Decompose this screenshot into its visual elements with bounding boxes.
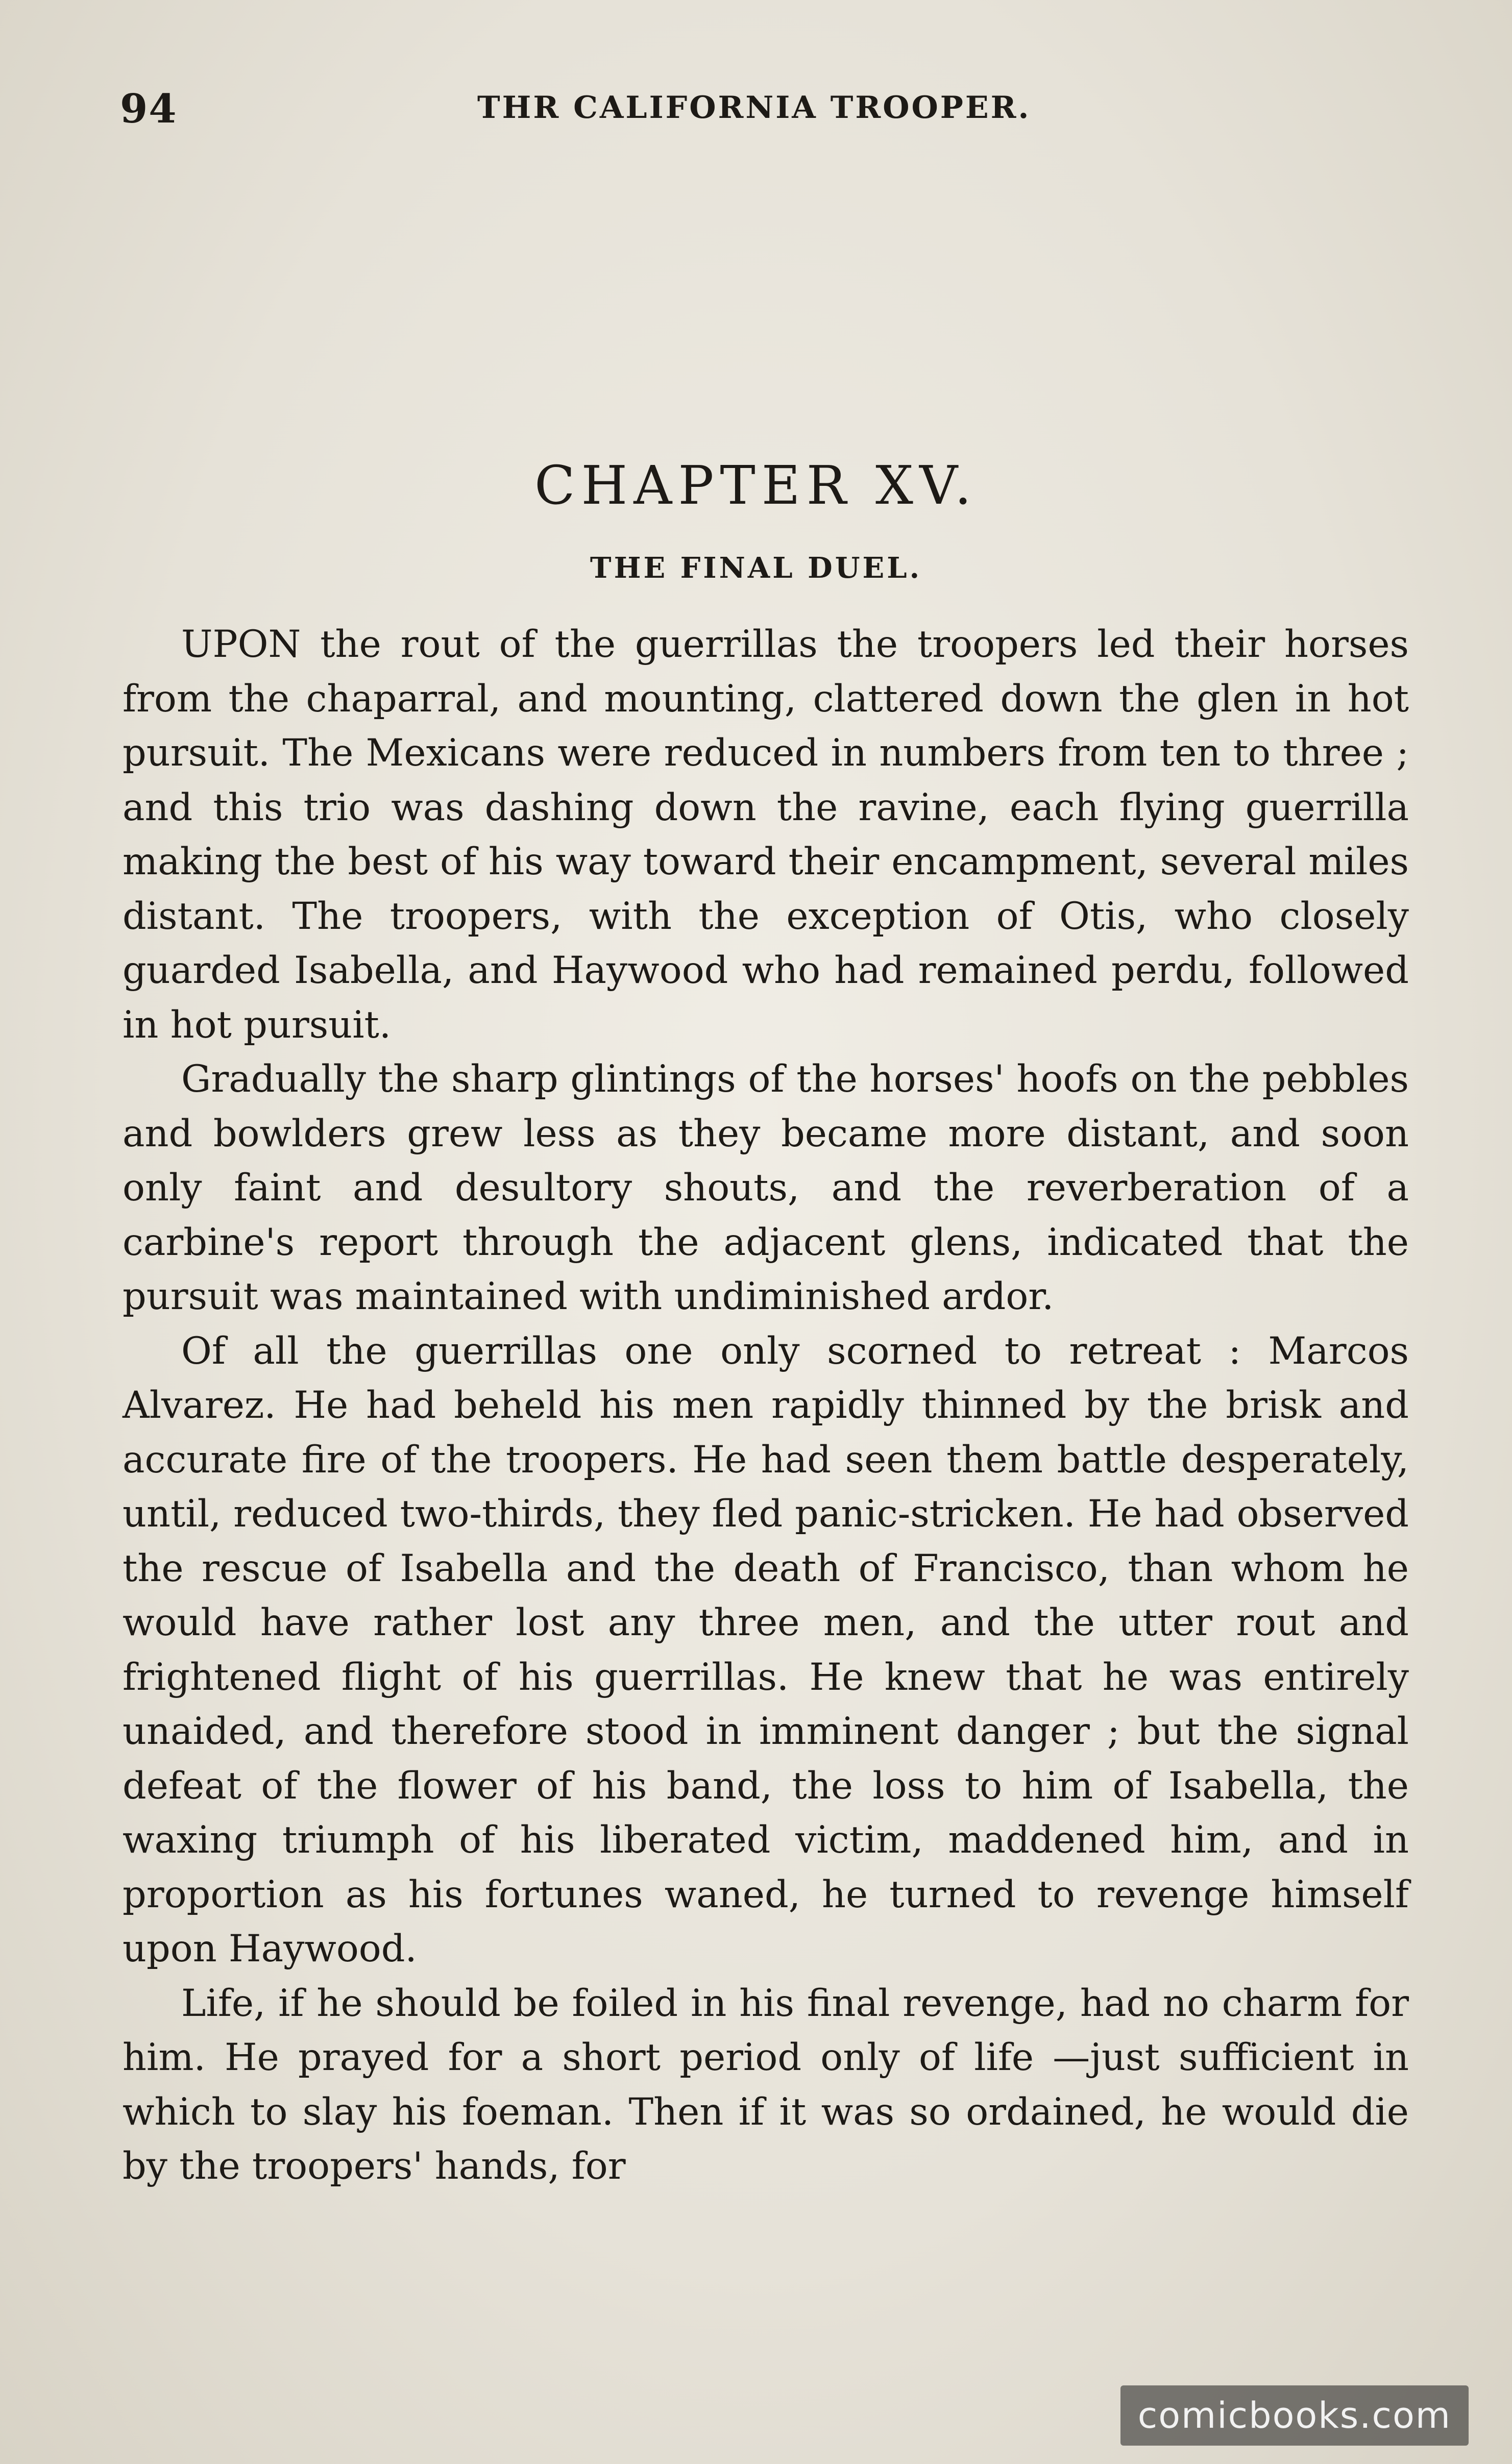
paragraph: Of all the guerrillas one only scorned to retreat : Marcos Alvarez. He had beheld his men rapidly thinned by the brisk and accurate fire of the troopers. He had seen them battle desperately, until, reduced two-thirds, they fled panic-stricken. He had observed the rescue of Isabella and the death of Francisco, than whom he would have rather lost any three men, and the utter rout and frightened flight of his guerrillas. He knew that he was entirely unaided, and therefore stood in imminent danger ; but the signal defeat of the flower of his band, the loss to him of Isabella, the waxing triumph of his liberated victim, maddened him, and in proportion as his fortunes waned, he turned to revenge himself upon Haywood. <box>123 1329 1409 1970</box>
page-header <box>120 86 1406 132</box>
chapter-title: CHAPTER XV. <box>534 454 978 516</box>
site-watermark: comicbooks.com <box>1120 2385 1469 2446</box>
paragraph: Life, if he should be foiled in his final revenge, had no charm for him. He prayed for a short period only of life —just sufficient in which to slay his foeman. Then if it was so ordained, he would die by the troopers' hands, for <box>123 1981 1409 2188</box>
running-head: THR CALIFORNIA TROOPER. <box>477 90 1031 126</box>
paragraph: Gradually the sharp glintings of the horses' hoofs on the pebbles and bowlders grew less as they became more distant, and soon only faint and desultory shouts, and the reverberation of a carbine's report through the adjacent glens, indicated that the pursuit was maintained with undiminished ardor. <box>123 1057 1409 1318</box>
chapter-subtitle: THE FINAL DUEL. <box>590 551 922 585</box>
body-text <box>123 618 1409 2194</box>
paragraph: UPON the rout of the guerrillas the troopers led their horses from the chaparral, and mounting, clattered down the glen in hot pursuit. The Mexicans were reduced in numbers from ten to three ; and this trio was dashing down the ravine, each flying guerrilla making the best of his way toward their encampment, several miles distant. The troopers, with the exception of Otis, who closely guarded Isabella, and Haywood who had remained perdu, followed in hot pursuit. <box>123 623 1409 1047</box>
page-number: 94 <box>120 86 178 132</box>
